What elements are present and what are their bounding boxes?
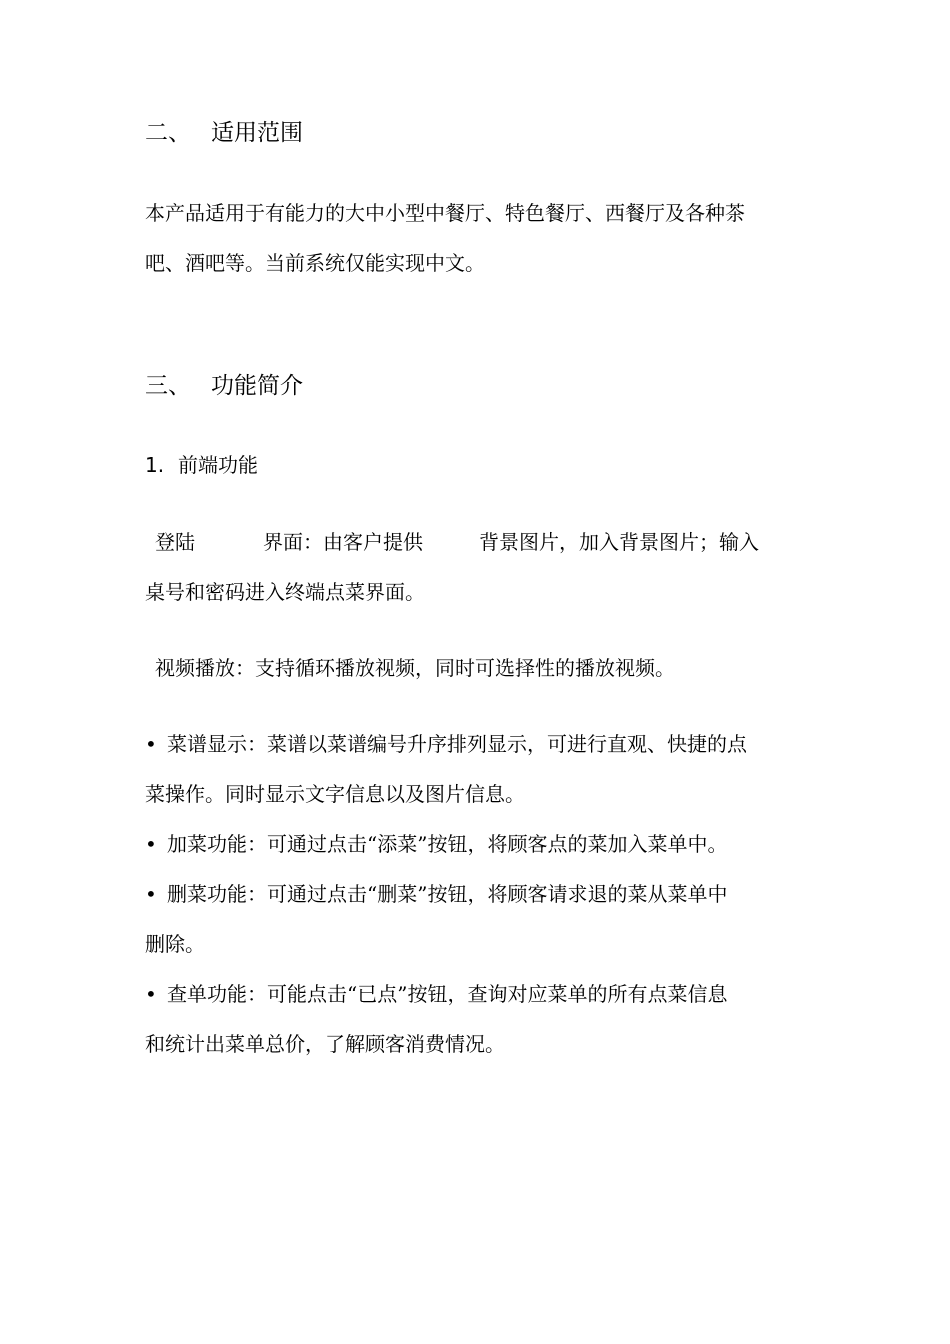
section-title: 功能简介	[211, 373, 303, 399]
subheading-frontend	[145, 451, 258, 479]
list-item	[145, 969, 810, 1019]
list-item	[145, 719, 810, 769]
login-text: 界面：由客户提供	[263, 530, 423, 554]
bullet-icon: •	[145, 982, 157, 1006]
section-title: 适用范围	[211, 120, 303, 146]
list-item	[145, 819, 810, 869]
subsection-number: 1.	[145, 453, 165, 477]
paragraph-line	[145, 643, 810, 693]
section-number: 二、	[145, 120, 191, 146]
login-text-cont: 背景图片，加入背景图片；输入	[479, 530, 759, 554]
bullet-icon: •	[145, 832, 157, 856]
bullet-list	[145, 719, 810, 1069]
subsection-title: 前端功能	[178, 453, 258, 477]
section-heading-features	[145, 371, 303, 401]
bullet-icon: •	[145, 732, 157, 756]
section-number: 三、	[145, 373, 191, 399]
paragraph-line: 吧、酒吧等。当前系统仅能实现中文。	[145, 251, 485, 275]
list-item-text: 菜谱显示：菜谱以菜谱编号升序排列显示，可进行直观、快捷的点	[167, 732, 747, 756]
section-heading-scope	[145, 118, 303, 148]
list-item-continuation: 菜操作。同时显示文字信息以及图片信息。	[145, 782, 525, 806]
login-paragraph	[145, 517, 810, 617]
paragraph-line: 桌号和密码进入终端点菜界面。	[145, 580, 425, 604]
list-item-continuation: 和统计出菜单总价，了解顾客消费情况。	[145, 1032, 505, 1056]
list-item-text: 删菜功能：可通过点击“删菜”按钮，将顾客请求退的菜从菜单中	[167, 882, 728, 906]
scope-paragraph	[145, 188, 810, 288]
paragraph-line: 本产品适用于有能力的大中小型中餐厅、特色餐厅、西餐厅及各种茶	[145, 201, 745, 225]
video-paragraph	[145, 643, 810, 693]
list-item	[145, 869, 810, 919]
list-item-text: 加菜功能：可通过点击“添菜”按钮，将顾客点的菜加入菜单中。	[167, 832, 728, 856]
list-item-text: 查单功能：可能点击“已点”按钮，查询对应菜单的所有点菜信息	[167, 982, 728, 1006]
login-label: 登陆	[155, 530, 195, 554]
paragraph-line	[145, 517, 810, 567]
list-item-continuation: 删除。	[145, 932, 205, 956]
video-text: 视频播放：支持循环播放视频，同时可选择性的播放视频。	[155, 656, 675, 680]
bullet-icon: •	[145, 882, 157, 906]
